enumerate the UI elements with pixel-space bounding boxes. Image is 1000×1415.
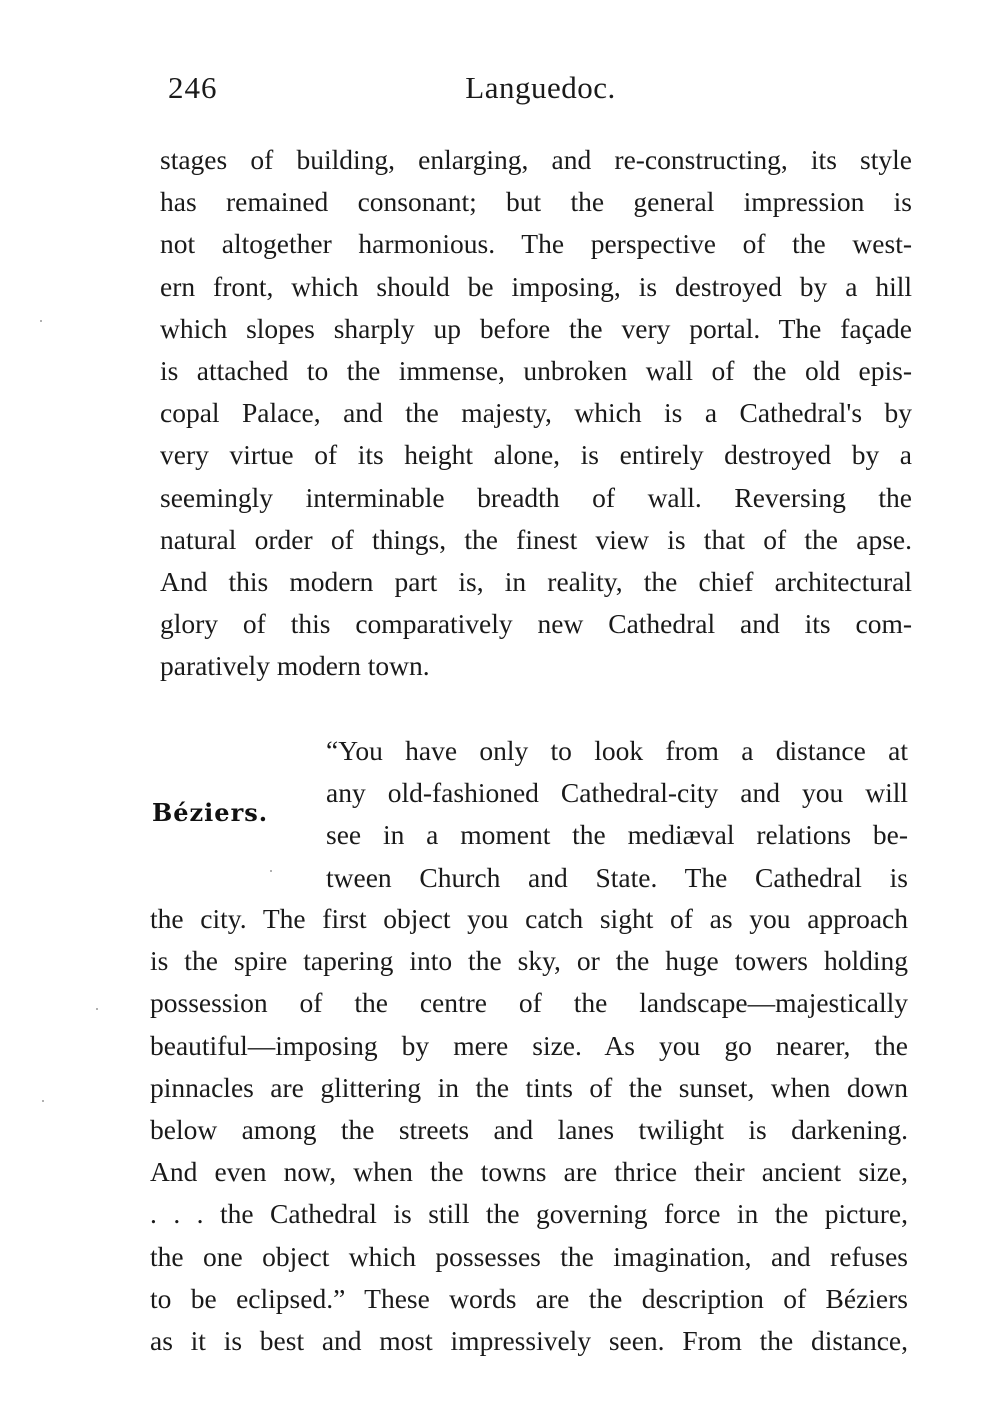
page-number: 246 (168, 70, 218, 105)
text-line: pinnacles are glittering in the tints of the sunset, when down (150, 1071, 908, 1103)
paragraph-1 (160, 139, 912, 687)
running-title: Languedoc. (465, 70, 616, 105)
text-line: tween Church and State. The Cathedral is (326, 861, 908, 893)
text-line: . . . the Cathedral is still the governing force in the picture, (150, 1198, 908, 1230)
text-line: ern front, which should be imposing, is destroyed by a hill (160, 270, 912, 302)
text-line: as it is best and most impressively seen. From the distance, (150, 1324, 908, 1356)
text-line: copal Palace, and the majesty, which is a Cathedral's by (160, 397, 912, 429)
paper-speck (42, 1100, 44, 1102)
text-line: possession of the centre of the landscape—majestically (150, 987, 908, 1019)
paper-speck (96, 1008, 98, 1010)
text-line: And this modern part is, in reality, the chief architectural (160, 565, 912, 597)
text-line: the one object which possesses the imagination, and refuses (150, 1240, 908, 1272)
text-line: is the spire tapering into the sky, or the huge towers holding (150, 945, 908, 977)
text-line: seemingly interminable breadth of wall. Reversing the (160, 481, 912, 513)
text-line: to be eclipsed.” These words are the description of Béziers (150, 1282, 908, 1314)
text-line: “You have only to look from a distance at (326, 735, 908, 766)
margin-sidenote: Béziers. (152, 798, 269, 827)
text-line: beautiful—imposing by mere size. As you go nearer, the (150, 1029, 908, 1061)
paragraph-2-body (150, 898, 908, 1362)
text-line: which slopes sharply up before the very portal. The façade (160, 312, 912, 344)
text-line: see in a moment the mediæval relations be- (326, 819, 908, 851)
text-line: stages of building, enlarging, and re-constructing, its style (160, 144, 912, 175)
text-line: is attached to the immense, unbroken wall of the old epis- (160, 354, 912, 386)
text-line: below among the streets and lanes twilight is darkening. (150, 1113, 908, 1145)
text-line: not altogether harmonious. The perspective of the west- (160, 228, 912, 260)
text-line: natural order of things, the finest view is that of the apse. (160, 523, 912, 555)
text-line: any old-fashioned Cathedral-city and you will (326, 777, 908, 809)
text-line: glory of this comparatively new Cathedral and its com- (160, 608, 912, 640)
paper-speck (40, 320, 42, 322)
running-head (168, 66, 913, 110)
paragraph-2-indented (326, 730, 908, 899)
text-line: the city. The first object you catch sight of as you approach (150, 903, 908, 934)
text-line: And even now, when the towns are thrice their ancient size, (150, 1156, 908, 1188)
text-line: paratively modern town. (160, 650, 430, 682)
text-line: very virtue of its height alone, is entirely destroyed by a (160, 439, 912, 471)
text-line: has remained consonant; but the general impression is (160, 186, 912, 218)
paper-speck (270, 870, 272, 872)
